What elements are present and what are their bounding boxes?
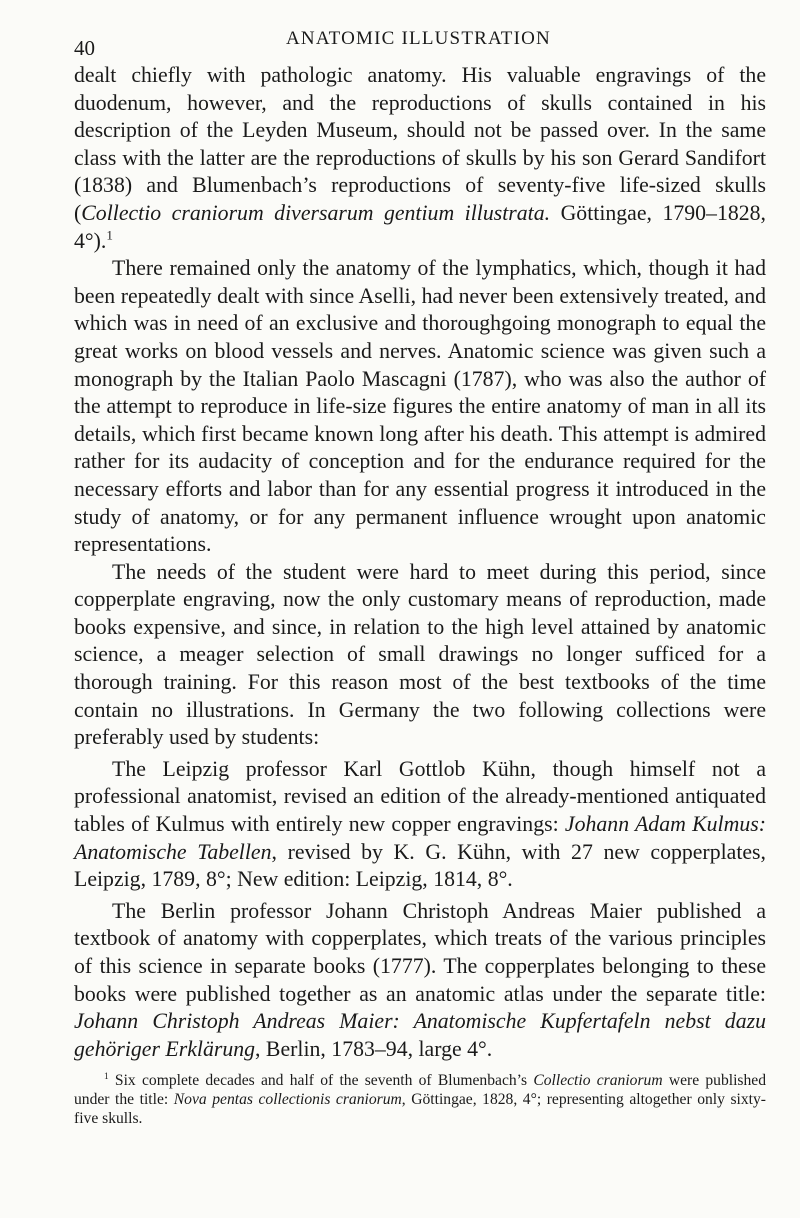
italic-title: Nova pentas collectionis craniorum — [173, 1091, 402, 1109]
page-number: 40 — [74, 36, 95, 60]
text-run: Six complete decades and half of the seventh of Blumenbach’s — [108, 1072, 534, 1090]
text-run: , Göttingae, 1828, 4°; representing altogether only sixty-five skulls. — [74, 1091, 766, 1128]
paragraph — [74, 756, 766, 894]
body-text — [74, 62, 766, 1063]
paragraph — [74, 62, 766, 255]
running-head-title: ANATOMIC ILLUSTRATION — [286, 28, 551, 49]
footnote-marker: 1 — [106, 227, 113, 243]
paragraph — [74, 559, 766, 752]
paragraph — [74, 255, 766, 559]
footnote-text — [74, 1071, 766, 1128]
text-run: The Berlin professor Johann Christoph Andreas Maier published a textbook of anatomy with copperplates, which treats of the various principles of this science in separate books (1777). The copperplates belonging to these books were published together as an anatomic atlas under the separate title: — [74, 898, 766, 1006]
text-run: The Leipzig professor Karl Gottlob Kühn, though himself not a professional anatomist, revised an edition of the already-mentioned antiquated tables of Kulmus with entirely new copper engravings: — [74, 756, 766, 837]
text-run: There remained only the anatomy of the lymphatics, which, though it had been repeatedly dealt with since Aselli, had never been extensively treated, and which was in need of an exclusive and thoroughgoing monograph to equal the great works on blood vessels and nerves. Anatomic science was given such a monograph by the Italian Paolo Mascagni (1787), who was also the author of the attempt to reproduce in life-size figures the entire anatomy of man in all its details, which first became known long after his death. This attempt is admired rather for its audacity of conception and for the endurance required for the necessary efforts and labor than for any essential progress it introduced in the study of anatomy, or for any permanent influence wrought upon anatomic representations. — [74, 256, 766, 557]
italic-title: Collectio craniorum — [533, 1072, 663, 1090]
italic-title: Johann Christoph Andreas Maier: Anatomische Kupfertafeln nebst dazu gehöriger Erklärung — [74, 1009, 766, 1061]
text-run: Göttingae, 1790–1828, 4°). — [74, 200, 766, 253]
text-run: , Berlin, 1783–94, large 4°. — [255, 1036, 493, 1061]
text-run: were published under the title: — [74, 1072, 767, 1109]
paragraph — [74, 898, 766, 1064]
footnote-marker: 1 — [104, 1072, 109, 1083]
italic-title: Johann Adam Kulmus: Anatomische Tabellen — [74, 812, 766, 864]
footnote — [74, 1071, 766, 1128]
text-run: dealt chiefly with pathologic anatomy. His valuable engravings of the duodenum, however, and the reproductions of skulls contained in his description of the Leyden Museum, should not be passed over. In the same class with the latter are the reproductions of skulls by his son Gerard Sandifort (1838) and Blumenbach’s reproductions of seventy-five life-sized skulls ( — [74, 63, 766, 225]
text-run: The needs of the student were hard to meet during this period, since copperplate engraving, now the only customary means of reproduction, made books expensive, and since, in relation to the high level attained by anatomic science, a meager selection of small drawings no longer sufficed for a thorough training. For this reason most of the best textbooks of the time contain no illustrations. In Germany the two following collections were preferably used by students: — [74, 559, 766, 750]
italic-title: Collectio craniorum diversarum gentium illustrata. — [81, 200, 551, 225]
running-head — [74, 22, 766, 62]
text-run: , revised by K. G. Kühn, with 27 new copperplates, Leipzig, 1789, 8°; New edition: Leipzig, 1814, 8°. — [74, 839, 766, 892]
